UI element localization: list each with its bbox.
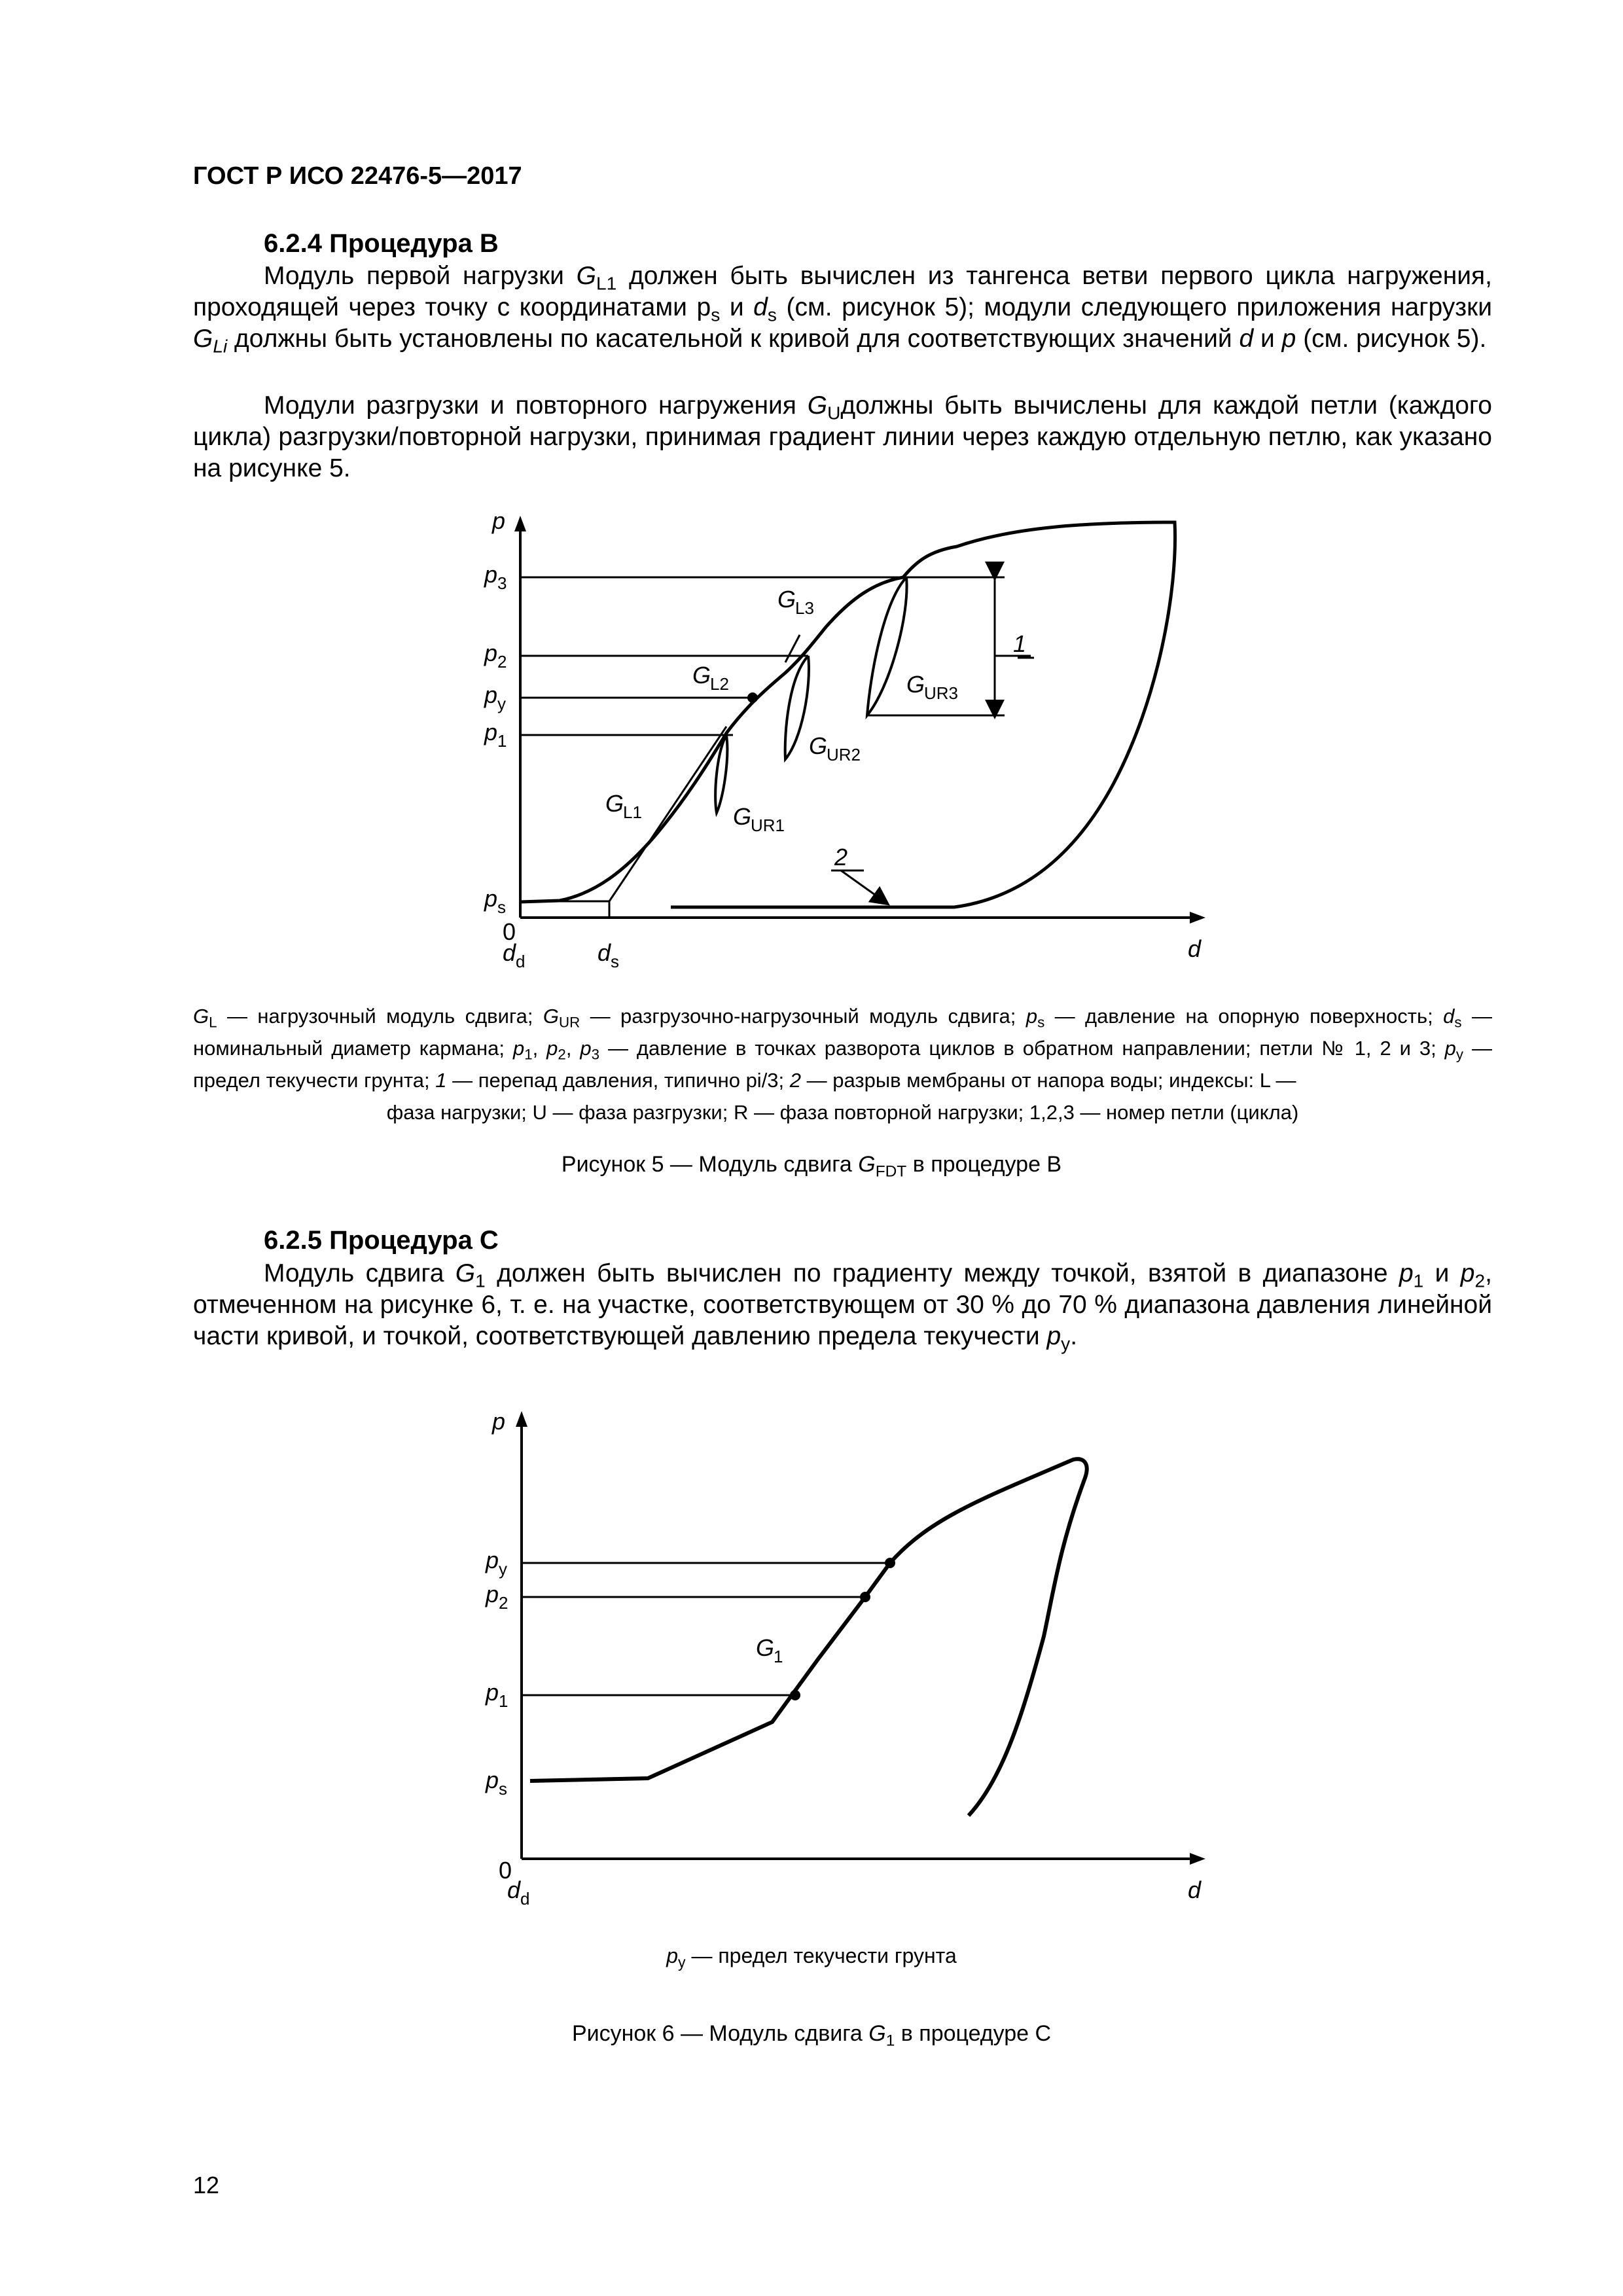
figure-6-legend: $p_y$ — предел текучести грунта <box>666 1944 957 1971</box>
fig5-dd-sub: d <box>516 952 526 971</box>
fig5-p2-sub: 2 <box>497 652 507 672</box>
fig6-curve <box>530 1459 1087 1816</box>
gl3-sub: L3 <box>795 598 814 618</box>
fig6-p2-point <box>860 1592 870 1602</box>
loading-curve <box>520 522 1175 907</box>
figure-5-caption: Рисунок 5 — Модуль сдвига $G_{FDT}$ в процедуре B <box>561 1152 1062 1181</box>
figure-5-legend: $G_L$ — нагрузочный модуль сдвига; $G_{UR}$ — разгрузочно-нагрузочный модуль сдвига; $p_s$ — давление на опорную поверхность; $d_s$ — номинальный диаметр кармана; $p_1$, $p_2$, $p_3$ — давление в точках разворота циклов в обратном направлении; петли № 1, 2 и 3; $p_y$ — предел текучести грунта; 1 — перепад давления, типично pi/3; 2 — разрыв мембраны от напора воды; индексы: L — фаза нагрузки; U — фаза разгрузки; R — фаза повторной нагрузки; 1,2,3 — номер петли (цикла) <box>193 1005 1493 1124</box>
gur2-sub: UR2 <box>827 745 861 764</box>
fig6-py-point <box>885 1558 895 1568</box>
gur3-label: G <box>906 671 925 698</box>
gur1-label: G <box>733 803 752 830</box>
fig5-p2-label: p <box>484 639 498 666</box>
fig6-ps-sub: s <box>499 1779 507 1799</box>
fig5-axis-x-label: d <box>1188 935 1202 962</box>
fig6-p1-point <box>790 1690 800 1700</box>
x-axis-arrow-icon <box>1190 912 1205 924</box>
fig5-ps-label: p <box>484 885 498 912</box>
fig6-py-sub: y <box>499 1559 507 1579</box>
gl3-tick <box>785 635 800 662</box>
ref-2-label: 2 <box>834 844 848 870</box>
fig5-ds-label: d <box>597 939 611 966</box>
figure-5-diagram <box>0 0 1623 1047</box>
fig5-py-label: p <box>484 681 498 708</box>
fig5-py-sub: y <box>497 694 506 713</box>
gl2-sub: L2 <box>710 674 729 694</box>
fig6-g1-label: G <box>756 1634 775 1661</box>
fig6-x-axis-arrow-icon <box>1190 1853 1205 1865</box>
gur2-label: G <box>809 732 828 759</box>
page-number: 12 <box>193 2172 220 2198</box>
section-heading-624: 6.2.4 Процедура B <box>264 229 499 258</box>
fig6-p1-label: p <box>486 1679 499 1706</box>
gur1-sub: UR1 <box>751 816 785 835</box>
ref-1-label: 1 <box>1013 630 1027 657</box>
fig5-p1-label: p <box>484 719 498 745</box>
y-axis-arrow-icon <box>514 516 526 531</box>
fig6-axis-y-label: p <box>492 1408 506 1435</box>
fig5-axis-y-label: p <box>492 507 506 534</box>
fig5-dd-label: d <box>503 939 516 966</box>
fig6-dd-sub: d <box>520 1889 530 1909</box>
fig6-g1-sub: 1 <box>774 1647 783 1666</box>
fig6-origin-label: 0 <box>499 1857 512 1884</box>
fig6-p1-sub: 1 <box>499 1691 508 1711</box>
gl1-sub: L1 <box>623 802 642 822</box>
fig6-y-axis-arrow-icon <box>516 1411 527 1427</box>
gur3-sub: UR3 <box>924 683 959 703</box>
section-heading-625: 6.2.5 Процедура C <box>264 1226 499 1255</box>
fig5-p1-sub: 1 <box>497 731 507 751</box>
section-624-paragraph-2: Модули разгрузки и повторного нагружения $G_Uдолжны$ быть вычислены для каждой петли (каждого цикла) разгрузки/повторной нагрузки, принимая градиент линии через каждую отдельную петлю, как указано на рисунке 5. <box>193 391 1492 482</box>
fig5-origin-label: 0 <box>503 918 516 945</box>
fig6-p2-label: p <box>486 1581 499 1607</box>
fig5-ps-sub: s <box>497 897 506 917</box>
loop-ur3 <box>867 577 907 715</box>
figure-6-caption: Рисунок 6 — Модуль сдвига $G_1$ в процедуре C <box>571 2021 1052 2050</box>
gl1-label: G <box>605 790 624 817</box>
fig6-ps-label: p <box>486 1767 499 1793</box>
section-625-paragraph: Модуль сдвига $G_1$ должен быть вычислен по градиенту между точкой, взятой в диапазоне $p_1$ и $p_2$, отмеченном на рисунке 6, т. е. на участке, соответствующем от 30 % до 70 % диапазона давления линейной части кривой, и точкой, соответствующей давлению предела текучести $p_y$. <box>193 1259 1492 1354</box>
fig6-axis-x-label: d <box>1188 1876 1202 1903</box>
document-header: ГОСТ Р ИСО 22476-5—2017 <box>193 162 522 190</box>
fig6-dd-label: d <box>507 1876 521 1903</box>
ref2-leader <box>841 870 887 903</box>
fig5-ds-sub: s <box>611 952 619 971</box>
figure-6-diagram <box>0 1374 1623 1909</box>
fig5-p3-sub: 3 <box>497 573 507 593</box>
fig6-py-label: p <box>486 1547 499 1573</box>
py-point <box>747 692 758 703</box>
fig5-p3-label: p <box>484 561 498 588</box>
section-624-paragraph-1: Модуль первой нагрузки $G_{L1}$ должен быть вычислен из тангенса ветви первого цикла нагружения, проходящей через точку с координатами $p_s$ и $d_s$ (см. рисунок 5); модули следующего приложения нагрузки $G_{Li}$ должны быть установлены по касательной к кривой для соответствующих значений d и p (см. рисунок 5). <box>193 262 1492 357</box>
fig6-p2-sub: 2 <box>499 1593 508 1613</box>
gl2-label: G <box>692 662 711 689</box>
gl3-label: G <box>777 586 796 613</box>
